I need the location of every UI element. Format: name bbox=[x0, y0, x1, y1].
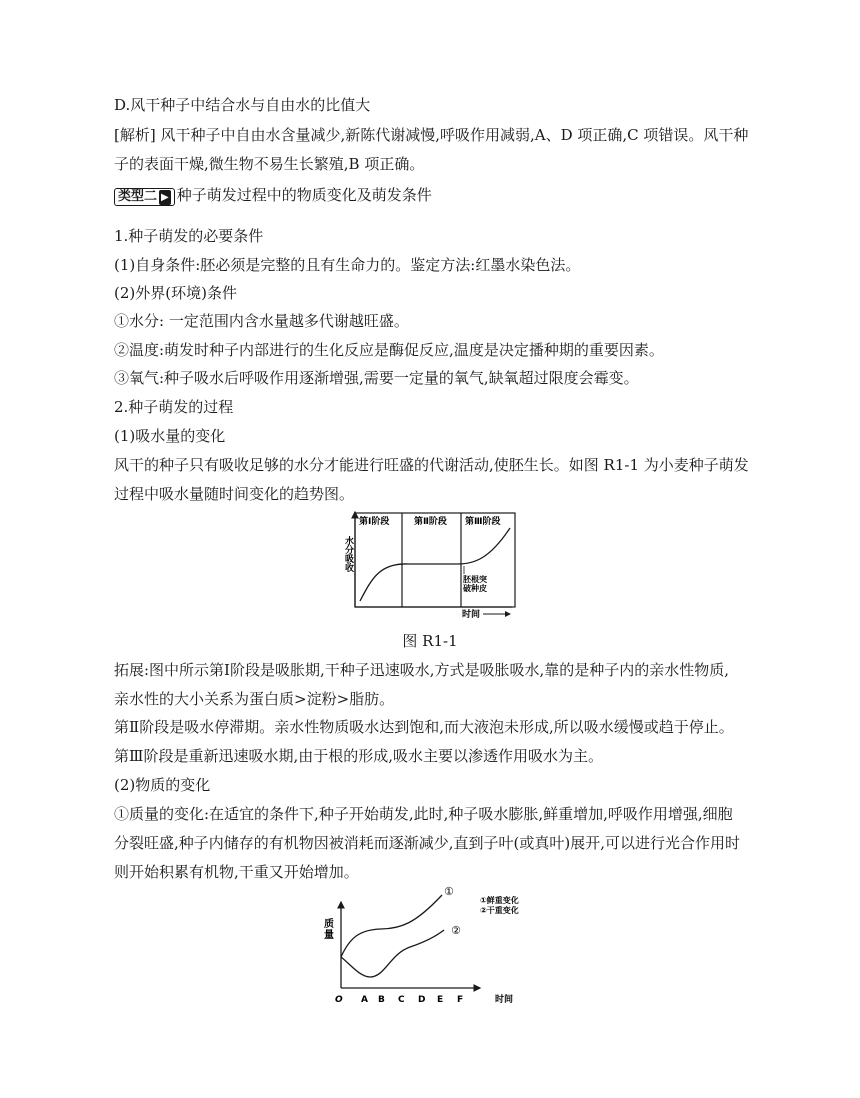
stage-3-label: 第Ⅲ阶段 bbox=[465, 517, 501, 527]
y-label-2: 量 bbox=[324, 930, 334, 941]
section-tag: 类型二 ▶ bbox=[114, 188, 175, 206]
line-3: 1.种子萌发的必要条件 bbox=[114, 227, 264, 245]
line-11: 风干的种子只有吸收足够的水分才能进行旺盛的代谢活动,使胚生长。如图 R1-1 为小麦种子萌发 bbox=[114, 456, 749, 474]
section-heading bbox=[114, 185, 432, 206]
legend-2: ②干重变化 bbox=[480, 906, 519, 915]
line-14: 亲水性的大小关系为蛋白质>淀粉>脂肪。 bbox=[114, 690, 395, 708]
line-20: 则开始积累有机物,干重又开始增加。 bbox=[114, 863, 359, 881]
line-15: 第Ⅱ阶段是吸水停滞期。亲水性物质吸水达到饱和,而大液泡未形成,所以吸水缓慢或趋于停止。 bbox=[114, 718, 734, 736]
stage-1-label: 第Ⅰ阶段 bbox=[359, 517, 390, 527]
line-9: 2.种子萌发的过程 bbox=[114, 398, 234, 416]
x-tick-D: D bbox=[418, 995, 426, 1004]
line-18: ①质量的变化:在适宜的条件下,种子开始萌发,此时,种子吸水膨胀,鲜重增加,呼吸作用增强,细胞 bbox=[114, 805, 733, 823]
annotation-line-1: 胚根突 bbox=[463, 575, 487, 584]
line-4: (1)自身条件:胚必须是完整的且有生命力的。鉴定方法:红墨水染色法。 bbox=[114, 256, 581, 274]
line-16: 第Ⅲ阶段是重新迅速吸水期,由于根的形成,吸水主要以渗透作用吸水为主。 bbox=[114, 747, 604, 765]
dry-weight-curve bbox=[341, 930, 444, 977]
figure-mass-change bbox=[320, 882, 540, 1004]
line-8: ③氧气:种子吸水后呼吸作用逐渐增强,需要一定量的氧气,缺氧超过限度会霉变。 bbox=[114, 369, 639, 387]
y-label-2: 分 bbox=[345, 546, 355, 556]
line-1: [解析] 风干种子中自由水含量减少,新陈代谢减慢,呼吸作用减弱,A、D 项正确,C 项错误。风干种 bbox=[114, 126, 749, 144]
line-7: ②温度:萌发时种子内部进行的生化反应是酶促反应,温度是决定播种期的重要因素。 bbox=[114, 341, 664, 359]
x-tick-C: C bbox=[398, 995, 405, 1004]
x-label: 时间 bbox=[462, 610, 481, 618]
y-label-4: 收 bbox=[345, 564, 355, 574]
figure-water-uptake bbox=[340, 508, 522, 618]
line-0: D.风干种子中结合水与自由水的比值大 bbox=[114, 96, 371, 114]
legend-1: ①鲜重变化 bbox=[480, 896, 519, 905]
line-17: (2)物质的变化 bbox=[114, 776, 211, 794]
curve-mark-1: ① bbox=[444, 885, 454, 898]
line-10: (1)吸水量的变化 bbox=[114, 427, 226, 445]
x-label: 时间 bbox=[495, 995, 514, 1004]
x-tick-B: B bbox=[378, 995, 385, 1004]
figure-caption: 图 R1-1 bbox=[402, 632, 458, 650]
curve-mark-2: ② bbox=[451, 924, 461, 937]
y-label-3: 吸 bbox=[345, 555, 355, 565]
stage-box bbox=[355, 513, 515, 607]
x-tick-A: A bbox=[361, 995, 368, 1004]
x-tick-E: E bbox=[437, 995, 444, 1004]
annotation-line-2: 破种皮 bbox=[463, 584, 487, 593]
line-19: 分裂旺盛,种子内储存的有机物因被消耗而逐渐减少,直到子叶(或真叶)展开,可以进行光合作用时 bbox=[114, 834, 741, 852]
x-tick-F: F bbox=[457, 995, 464, 1004]
line-2: 子的表面干燥,微生物不易生长繁殖,B 项正确。 bbox=[114, 155, 425, 173]
y-label-1: 水 bbox=[345, 537, 355, 547]
section-title: 种子萌发过程中的物质变化及萌发条件 bbox=[176, 186, 432, 204]
stage-2-label: 第Ⅱ阶段 bbox=[414, 517, 447, 527]
line-12: 过程中吸水量随时间变化的趋势图。 bbox=[114, 485, 355, 503]
line-6: ①水分: 一定范围内含水量越多代谢越旺盛。 bbox=[114, 312, 409, 330]
line-5: (2)外界(环境)条件 bbox=[114, 284, 237, 302]
x-tick-O: O bbox=[335, 995, 343, 1004]
play-icon: ▶ bbox=[161, 192, 169, 203]
fresh-weight-curve bbox=[341, 895, 442, 957]
line-13: 拓展:图中所示第Ⅰ阶段是吸胀期,干种子迅速吸水,方式是吸胀吸水,靠的是种子内的亲水性物质, bbox=[114, 661, 730, 679]
water-uptake-curve bbox=[360, 528, 510, 601]
y-label-1: 质 bbox=[324, 919, 334, 930]
